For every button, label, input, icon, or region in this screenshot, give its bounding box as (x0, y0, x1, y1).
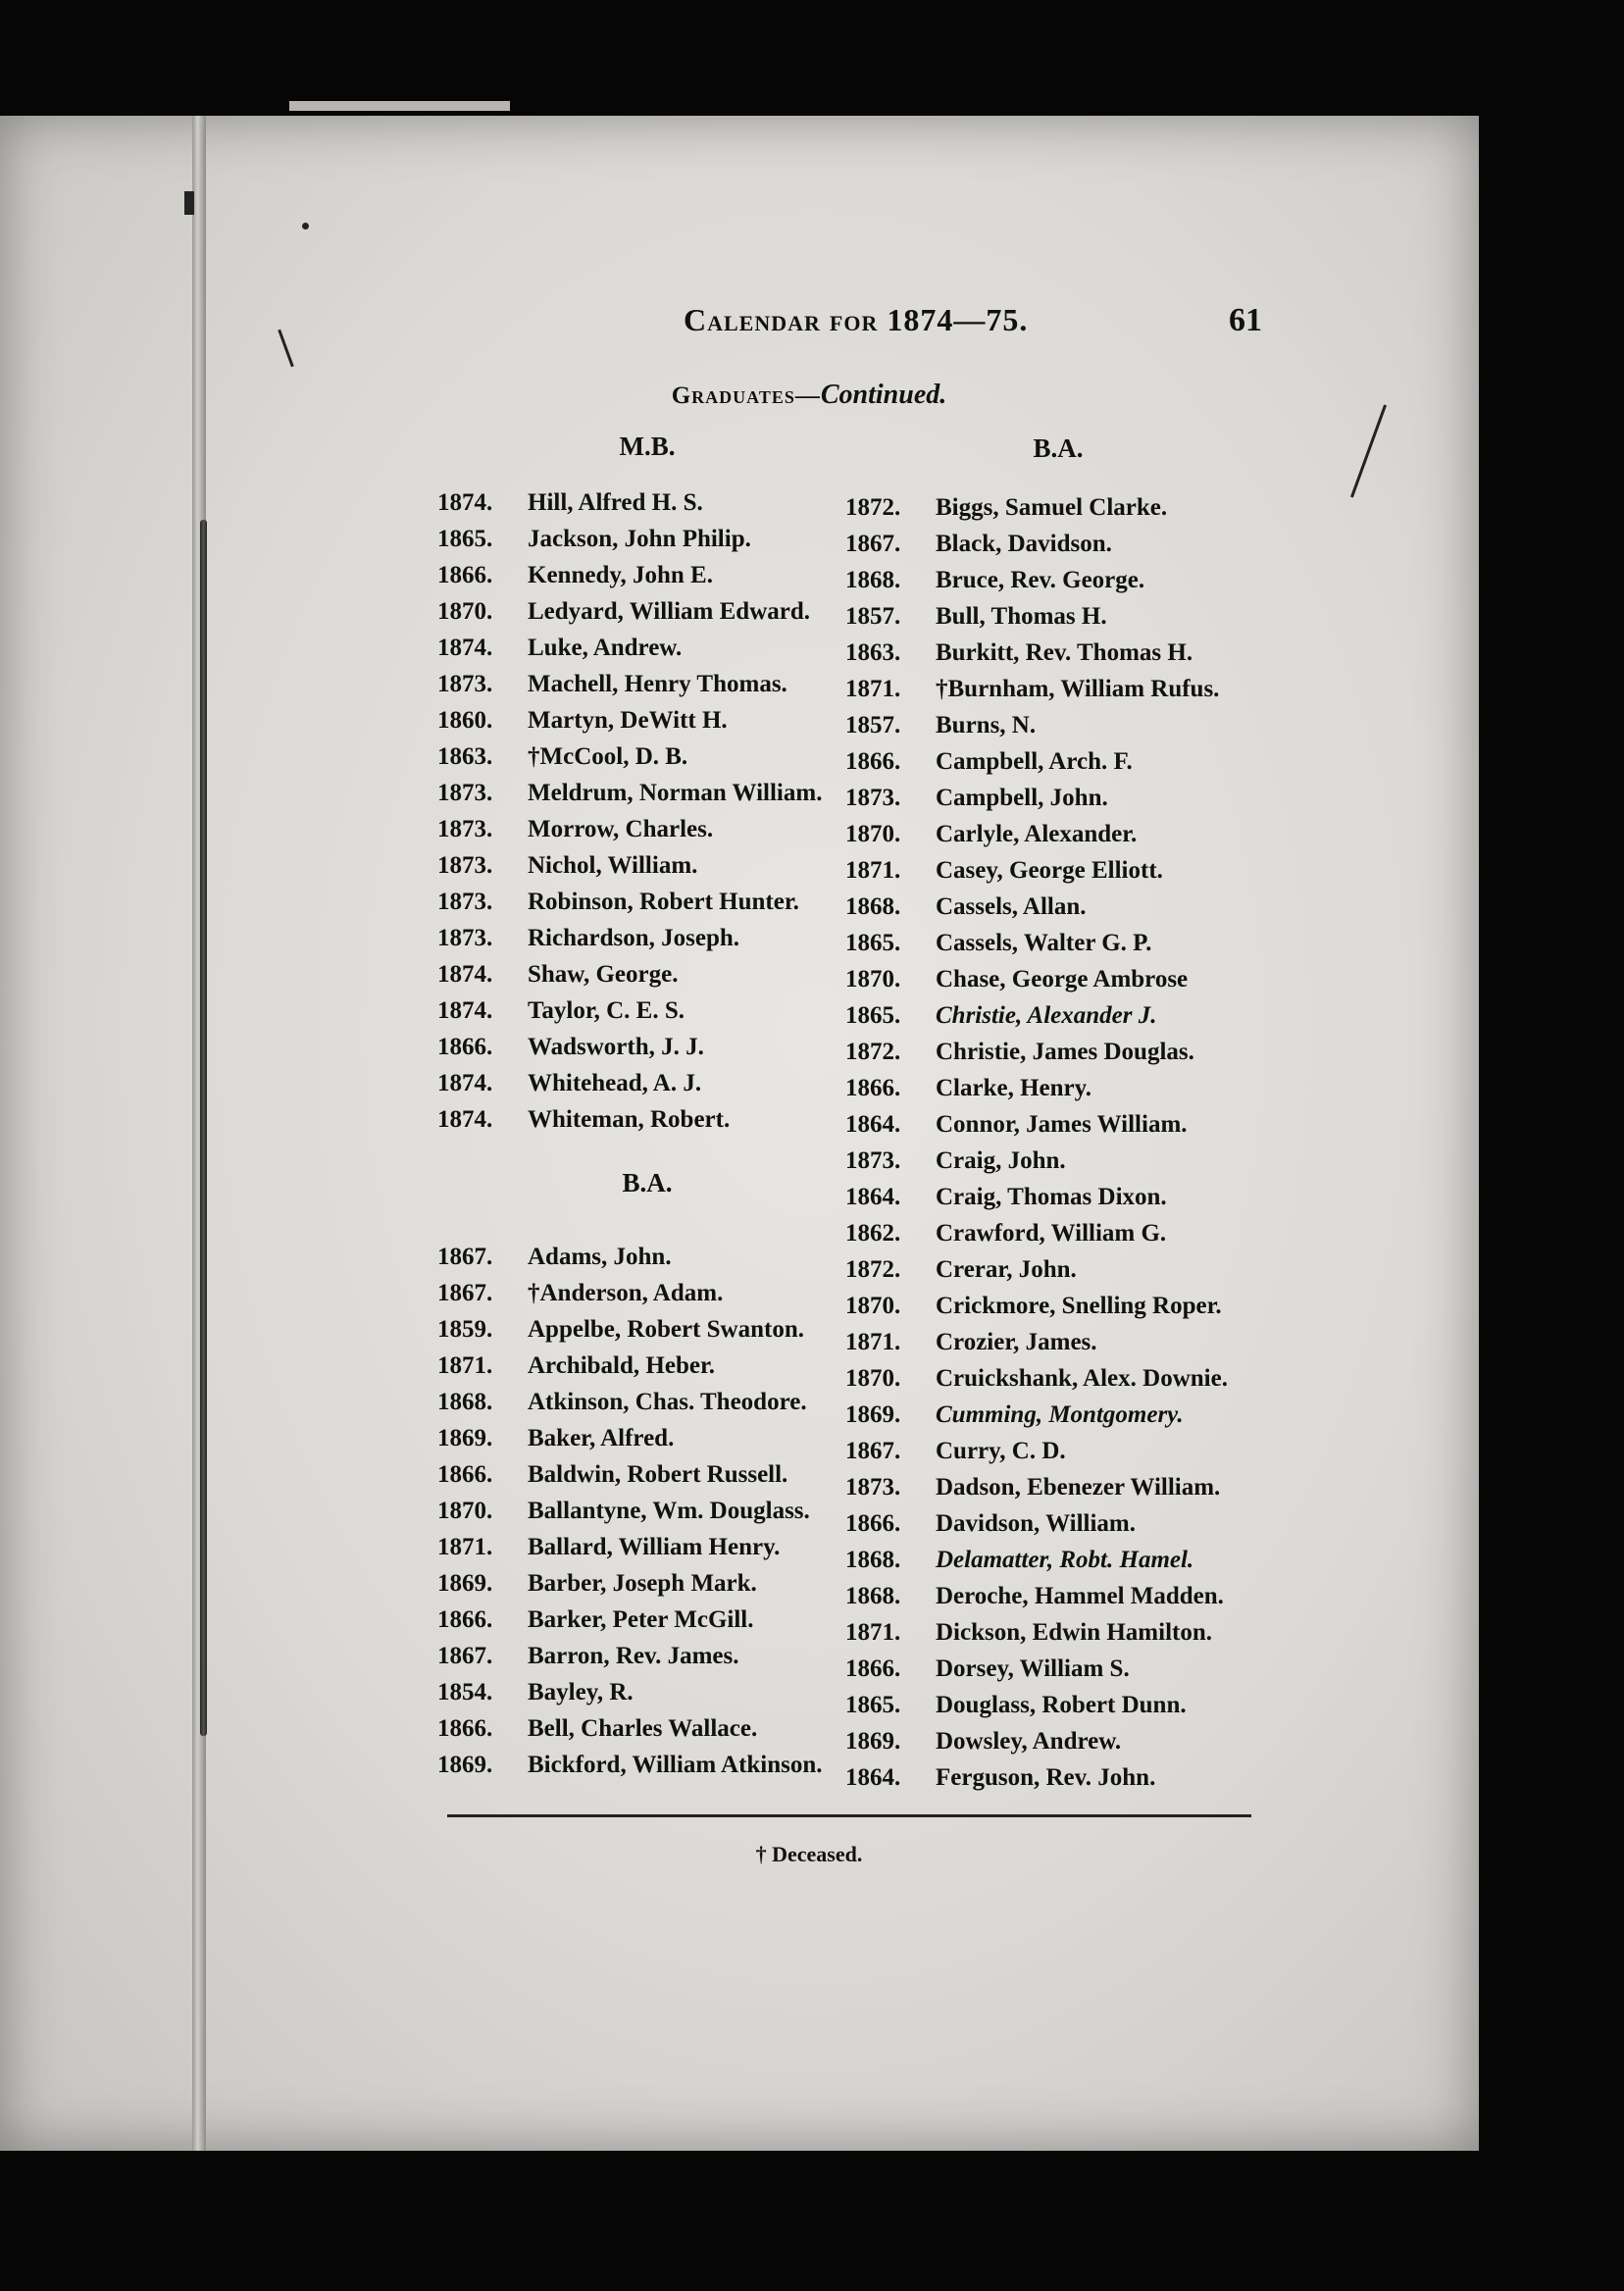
graduate-year: 1872. (845, 494, 901, 521)
graduate-entry (437, 738, 822, 775)
graduate-entry (437, 1565, 823, 1602)
graduate-year: 1865. (437, 526, 493, 552)
graduate-name: Deroche, Hammel Madden. (936, 1583, 1224, 1609)
section-heading (0, 380, 1618, 411)
graduate-year: 1866. (437, 1461, 493, 1488)
graduate-name: Christie, James Douglas. (936, 1039, 1194, 1065)
ink-speck-mark (302, 223, 309, 229)
graduate-year: 1870. (845, 1293, 901, 1319)
graduate-year: 1873. (437, 852, 493, 879)
graduate-entry (845, 925, 1228, 961)
graduate-entry (845, 1397, 1228, 1433)
graduate-name: Bruce, Rev. George. (936, 567, 1145, 593)
graduate-year: 1866. (437, 562, 493, 588)
graduate-year: 1867. (845, 531, 901, 557)
graduate-name: Black, Davidson. (936, 531, 1112, 557)
graduate-name: Morrow, Charles. (528, 816, 714, 842)
graduate-name: Cassels, Walter G. P. (936, 930, 1152, 956)
mb-column-heading: M.B. (619, 432, 676, 461)
graduate-year: 1874. (437, 961, 493, 988)
graduate-year: 1866. (845, 1655, 901, 1682)
graduate-name: Davidson, William. (936, 1510, 1136, 1537)
graduate-name: †Burnham, William Rufus. (936, 676, 1220, 702)
graduate-entry (845, 1106, 1228, 1143)
graduate-name: Wadsworth, J. J. (528, 1034, 704, 1060)
graduate-entry (437, 920, 822, 956)
graduate-entry (845, 961, 1228, 997)
graduate-name: Christie, Alexander J. (936, 1002, 1157, 1029)
graduate-entry (845, 889, 1228, 925)
graduate-entry (845, 707, 1228, 743)
graduate-entry (845, 1578, 1228, 1614)
graduate-entry (437, 811, 822, 847)
graduate-year: 1857. (845, 712, 901, 738)
graduate-name: Crozier, James. (936, 1329, 1097, 1355)
graduate-entry (845, 598, 1228, 635)
graduate-name: Whitehead, A. J. (528, 1070, 702, 1096)
graduate-name: Dadson, Ebenezer William. (936, 1474, 1221, 1501)
graduate-name: Carlyle, Alexander. (936, 821, 1138, 847)
graduate-year: 1871. (437, 1352, 493, 1379)
graduate-year: 1873. (437, 889, 493, 915)
graduate-name: Ferguson, Rev. John. (936, 1764, 1156, 1791)
graduate-entry (437, 521, 822, 557)
graduate-name: Dickson, Edwin Hamilton. (936, 1619, 1213, 1646)
graduate-entry (845, 1651, 1228, 1687)
graduate-entry (845, 1614, 1228, 1651)
graduate-entry (845, 852, 1228, 889)
graduate-entry (845, 489, 1228, 526)
graduate-name: Casey, George Elliott. (936, 857, 1163, 884)
footnote-deceased: † Deceased. (755, 1842, 863, 1866)
graduate-year: 1871. (845, 857, 901, 884)
graduate-name: Burkitt, Rev. Thomas H. (936, 639, 1193, 666)
footnote-rule (447, 1814, 1251, 1817)
graduate-name: Richardson, Joseph. (528, 925, 740, 951)
graduate-year: 1873. (845, 1474, 901, 1501)
binding-spine-rule (200, 520, 207, 1736)
graduate-year: 1863. (845, 639, 901, 666)
graduate-name: Appelbe, Robert Swanton. (528, 1316, 804, 1343)
graduate-name: Shaw, George. (528, 961, 679, 988)
ba-right-column-heading: B.A. (1033, 433, 1084, 463)
graduate-year: 1867. (437, 1244, 493, 1270)
graduate-entry (437, 1747, 823, 1783)
graduate-entry (845, 1505, 1228, 1542)
graduate-entry (437, 1275, 823, 1311)
graduate-entry (437, 1456, 823, 1493)
graduate-entry (845, 1179, 1228, 1215)
graduate-name: Robinson, Robert Hunter. (528, 889, 799, 915)
graduate-entry (437, 1029, 822, 1065)
graduate-name: Dowsley, Andrew. (936, 1728, 1122, 1755)
graduate-entry (437, 593, 822, 630)
scan-edge-strip (289, 101, 510, 111)
graduate-entry (845, 1469, 1228, 1505)
graduate-year: 1872. (845, 1256, 901, 1283)
graduate-year: 1870. (437, 1498, 493, 1524)
graduate-name: Bickford, William Atkinson. (528, 1752, 823, 1778)
graduate-year: 1870. (845, 821, 901, 847)
graduate-entry (845, 635, 1228, 671)
graduate-year: 1869. (845, 1728, 901, 1755)
graduate-entry (437, 1384, 823, 1420)
graduate-entry (437, 702, 822, 738)
running-title: Calendar for 1874—75. (684, 302, 1029, 337)
graduate-name: Machell, Henry Thomas. (528, 671, 787, 697)
graduate-year: 1857. (845, 603, 901, 630)
graduate-year: 1868. (845, 1547, 901, 1573)
graduate-year: 1869. (437, 1752, 493, 1778)
graduate-year: 1871. (437, 1534, 493, 1560)
graduate-name: Ledyard, William Edward. (528, 598, 811, 625)
graduate-name: Campbell, Arch. F. (936, 748, 1133, 775)
graduate-name: Delamatter, Robt. Hamel. (936, 1547, 1194, 1573)
graduate-entry (845, 1143, 1228, 1179)
graduate-year: 1867. (437, 1643, 493, 1669)
graduate-name: Clarke, Henry. (936, 1075, 1092, 1101)
graduate-name: Hill, Alfred H. S. (528, 489, 703, 516)
section-title: Graduates— (671, 382, 821, 409)
graduate-entry (845, 1759, 1228, 1796)
graduate-entry (845, 1034, 1228, 1070)
graduate-entry (845, 997, 1228, 1034)
graduate-name: Ballard, William Henry. (528, 1534, 781, 1560)
graduate-entry (437, 775, 822, 811)
graduate-entry (845, 780, 1228, 816)
graduate-year: 1873. (437, 780, 493, 806)
graduate-name: Curry, C. D. (936, 1438, 1066, 1464)
graduate-entry (437, 1239, 823, 1275)
graduate-name: Meldrum, Norman William. (528, 780, 823, 806)
graduate-entry (437, 1674, 823, 1710)
graduate-entry (845, 526, 1228, 562)
ba-graduates-list-right (845, 489, 1228, 1796)
ink-speck-mark (184, 191, 194, 215)
graduate-year: 1864. (845, 1764, 901, 1791)
graduate-name: Bayley, R. (528, 1679, 634, 1706)
graduate-entry (437, 1101, 822, 1138)
graduate-entry (845, 1433, 1228, 1469)
graduate-entry (437, 1529, 823, 1565)
graduate-entry (845, 816, 1228, 852)
graduate-name: Crerar, John. (936, 1256, 1077, 1283)
graduate-year: 1868. (437, 1389, 493, 1415)
graduate-year: 1873. (845, 1147, 901, 1174)
graduate-year: 1863. (437, 743, 493, 770)
graduate-entry (437, 666, 822, 702)
graduate-entry (845, 1360, 1228, 1397)
graduate-year: 1865. (845, 930, 901, 956)
graduate-name: †Anderson, Adam. (528, 1280, 724, 1306)
section-title-suffix: Continued. (820, 380, 947, 410)
graduate-year: 1866. (437, 1715, 493, 1742)
graduate-year: 1866. (437, 1606, 493, 1633)
graduate-year: 1873. (437, 925, 493, 951)
graduate-entry (437, 884, 822, 920)
graduate-year: 1868. (845, 1583, 901, 1609)
graduate-entry (437, 1638, 823, 1674)
graduate-name: Burns, N. (936, 712, 1037, 738)
graduate-name: Douglass, Robert Dunn. (936, 1692, 1187, 1718)
graduate-entry (845, 1070, 1228, 1106)
graduate-year: 1866. (845, 1510, 901, 1537)
graduate-entry (845, 671, 1228, 707)
graduate-entry (437, 1420, 823, 1456)
graduate-year: 1868. (845, 567, 901, 593)
graduate-year: 1854. (437, 1679, 493, 1706)
graduate-name: Taylor, C. E. S. (528, 997, 685, 1024)
graduate-entry (845, 1324, 1228, 1360)
ba-left-column-heading: B.A. (622, 1168, 673, 1197)
graduate-year: 1871. (845, 676, 901, 702)
graduate-name: Craig, John. (936, 1147, 1066, 1174)
graduate-year: 1874. (437, 997, 493, 1024)
graduate-name: Barron, Rev. James. (528, 1643, 739, 1669)
graduate-entry (437, 956, 822, 993)
graduate-year: 1870. (845, 1365, 901, 1392)
graduate-name: Bull, Thomas H. (936, 603, 1107, 630)
page-header (0, 302, 1479, 341)
graduate-name: Cassels, Allan. (936, 893, 1087, 920)
graduate-year: 1866. (845, 748, 901, 775)
graduate-name: Nichol, William. (528, 852, 698, 879)
graduate-name: Chase, George Ambrose (936, 966, 1189, 993)
graduate-year: 1869. (437, 1425, 493, 1451)
graduate-entry (845, 562, 1228, 598)
graduate-year: 1871. (845, 1619, 901, 1646)
graduate-entry (437, 1710, 823, 1747)
graduate-name: Dorsey, William S. (936, 1655, 1130, 1682)
graduate-entry (437, 484, 822, 521)
graduate-year: 1862. (845, 1220, 901, 1247)
graduate-year: 1870. (437, 598, 493, 625)
graduate-name: Cumming, Montgomery. (936, 1401, 1184, 1428)
graduate-entry (437, 1311, 823, 1348)
graduate-year: 1860. (437, 707, 493, 734)
graduate-name: Craig, Thomas Dixon. (936, 1184, 1167, 1210)
graduate-name: Whiteman, Robert. (528, 1106, 731, 1133)
graduate-year: 1864. (845, 1184, 901, 1210)
graduate-name: Kennedy, John E. (528, 562, 713, 588)
graduate-name: Connor, James William. (936, 1111, 1188, 1138)
graduate-year: 1859. (437, 1316, 493, 1343)
graduate-entry (437, 1065, 822, 1101)
graduate-entry (845, 1542, 1228, 1578)
graduate-year: 1868. (845, 893, 901, 920)
graduate-year: 1873. (845, 785, 901, 811)
graduate-year: 1874. (437, 1070, 493, 1096)
graduate-entry (845, 1251, 1228, 1288)
graduate-year: 1873. (437, 816, 493, 842)
graduate-name: Atkinson, Chas. Theodore. (528, 1389, 807, 1415)
graduate-name: Martyn, DeWitt H. (528, 707, 728, 734)
graduate-year: 1871. (845, 1329, 901, 1355)
graduate-name: Bell, Charles Wallace. (528, 1715, 758, 1742)
graduate-name: Crickmore, Snelling Roper. (936, 1293, 1222, 1319)
graduate-name: Barber, Joseph Mark. (528, 1570, 757, 1597)
graduate-year: 1866. (845, 1075, 901, 1101)
graduate-name: Ballantyne, Wm. Douglass. (528, 1498, 810, 1524)
graduate-entry (845, 1687, 1228, 1723)
graduate-year: 1874. (437, 1106, 493, 1133)
graduate-name: Jackson, John Philip. (528, 526, 751, 552)
graduate-entry (437, 1348, 823, 1384)
graduate-year: 1873. (437, 671, 493, 697)
graduate-entry (845, 1288, 1228, 1324)
graduate-year: 1874. (437, 635, 493, 661)
graduate-entry (437, 847, 822, 884)
graduate-name: Campbell, John. (936, 785, 1108, 811)
graduate-entry (437, 1493, 823, 1529)
graduate-year: 1872. (845, 1039, 901, 1065)
graduate-year: 1869. (437, 1570, 493, 1597)
graduate-entry (437, 1602, 823, 1638)
graduate-entry (437, 630, 822, 666)
graduate-entry (437, 993, 822, 1029)
graduate-name: Cruickshank, Alex. Downie. (936, 1365, 1228, 1392)
graduate-name: Barker, Peter McGill. (528, 1606, 754, 1633)
graduate-name: Archibald, Heber. (528, 1352, 715, 1379)
graduate-name: Biggs, Samuel Clarke. (936, 494, 1168, 521)
graduate-year: 1874. (437, 489, 493, 516)
graduate-year: 1870. (845, 966, 901, 993)
graduate-year: 1864. (845, 1111, 901, 1138)
graduate-name: Baker, Alfred. (528, 1425, 675, 1451)
graduate-name: Baldwin, Robert Russell. (528, 1461, 788, 1488)
graduate-year: 1865. (845, 1002, 901, 1029)
graduate-year: 1867. (845, 1438, 901, 1464)
graduate-entry (845, 1723, 1228, 1759)
ba-graduates-list-left (437, 1239, 823, 1783)
graduate-name: †McCool, D. B. (528, 743, 688, 770)
graduate-entry (845, 743, 1228, 780)
graduate-entry (845, 1215, 1228, 1251)
graduate-year: 1869. (845, 1401, 901, 1428)
graduate-year: 1866. (437, 1034, 493, 1060)
graduate-year: 1865. (845, 1692, 901, 1718)
graduate-year: 1867. (437, 1280, 493, 1306)
graduate-name: Luke, Andrew. (528, 635, 683, 661)
graduate-entry (437, 557, 822, 593)
graduate-name: Crawford, William G. (936, 1220, 1167, 1247)
page-number: 61 (1229, 302, 1262, 338)
graduate-name: Adams, John. (528, 1244, 672, 1270)
mb-graduates-list (437, 484, 822, 1138)
